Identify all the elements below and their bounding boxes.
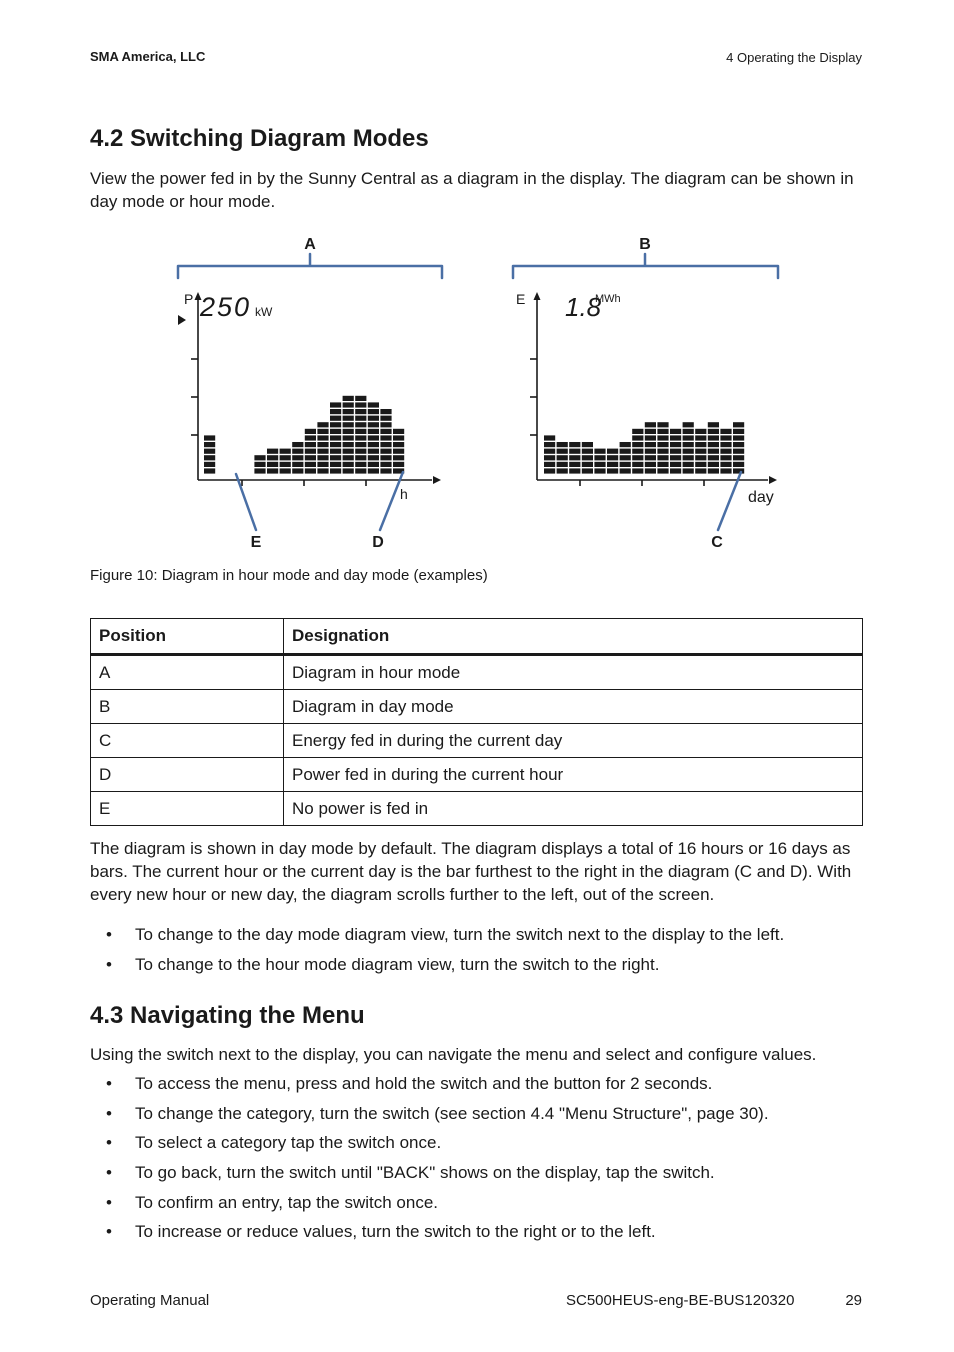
day-bar-13-segment [708,468,719,473]
hour-bar-13-segment [368,449,379,454]
day-bar-7-segment [632,435,643,440]
day-bar-3-segment [582,468,593,473]
day-bar-10-segment [670,449,681,454]
hour-bar-7-segment [292,462,303,467]
hour-bar-12-segment [355,429,366,434]
day-bar-7-segment [632,449,643,454]
day-bar-11-segment [683,429,694,434]
hour-bar-11-segment [343,442,354,447]
day-bar-9-segment [657,462,668,467]
day-bar-10-segment [670,468,681,473]
hour-bar-7-segment [292,455,303,460]
hour-bar-10-segment [330,468,341,473]
hour-bar-9-segment [317,435,328,440]
day-bar-6-segment [620,468,631,473]
hour-bar-12-segment [355,409,366,414]
table-cell: Diagram in day mode [284,690,863,724]
day-bar-10-segment [670,435,681,440]
day-bar-7-segment [632,429,643,434]
hour-bar-14-segment [380,442,391,447]
hour-bar-10-segment [330,429,341,434]
hour-bar-12-segment [355,402,366,407]
hour-bar-8-segment [305,449,316,454]
hour-bar-13-segment [368,442,379,447]
list-item: • To go back, turn the switch until "BACK" shows on the display, tap the switch. [90,1162,865,1192]
hour-bar-5-segment [267,449,278,454]
list-item: • To access the menu, press and hold the switch and the button for 2 seconds. [90,1073,865,1103]
hour-bar-12-segment [355,422,366,427]
hour-bar-15-segment [393,462,404,467]
day-bar-7-segment [632,462,643,467]
day-bar-9-segment [657,455,668,460]
table-row [91,792,863,826]
menu-bullet-list [90,1073,865,1251]
hour-bar-8-segment [305,455,316,460]
day-bar-6-segment [620,462,631,467]
hour-bar-12-segment [355,396,366,401]
hour-bar-12-segment [355,435,366,440]
table-cell: D [91,758,284,792]
day-bar-0-segment [544,449,555,454]
day-bar-0-segment [544,435,555,440]
day-bar-15-segment [733,455,744,460]
day-bar-11-segment [683,468,694,473]
day-axis-y-label: E [516,291,526,307]
hour-bar-15-segment [393,429,404,434]
hour-bar-9-segment [317,449,328,454]
table-header-designation: Designation [284,619,863,655]
footer-doc-id: SC500HEUS-eng-BE-BUS120320 [566,1292,795,1309]
table-cell: Energy fed in during the current day [284,724,863,758]
day-bar-13-segment [708,429,719,434]
list-item: • To confirm an entry, tap the switch once. [90,1192,865,1222]
day-bar-1-segment [557,449,568,454]
day-bar-11-segment [683,442,694,447]
hour-bar-5-segment [267,468,278,473]
table-cell: E [91,792,284,826]
hour-bar-12-segment [355,416,366,421]
header-company: SMA America, LLC [90,49,206,64]
day-bar-11-segment [683,455,694,460]
hour-bar-11-segment [343,449,354,454]
callout-d-label: D [372,534,384,551]
hour-bar-4-segment [254,455,265,460]
section-4-3-intro: Using the switch next to the display, you can navigate the menu and select and configure values. [90,1045,817,1064]
table-cell: No power is fed in [284,792,863,826]
day-bar-8-segment [645,455,656,460]
day-bar-8-segment [645,468,656,473]
day-bar-14-segment [720,449,731,454]
day-bar-2-segment [569,462,580,467]
hour-bars [204,396,404,474]
hour-bar-14-segment [380,462,391,467]
hour-bar-10-segment [330,422,341,427]
table-cell: Power fed in during the current hour [284,758,863,792]
hour-bar-6-segment [280,449,291,454]
hour-bar-15-segment [393,449,404,454]
day-bar-4-segment [594,462,605,467]
day-bar-14-segment [720,442,731,447]
hour-bar-8-segment [305,435,316,440]
hour-bar-0-segment [204,468,215,473]
hour-unit: kW [255,305,273,319]
day-bar-15-segment [733,468,744,473]
hour-bar-5-segment [267,462,278,467]
hour-bar-6-segment [280,468,291,473]
hour-bar-13-segment [368,402,379,407]
hour-bar-8-segment [305,442,316,447]
hour-bar-11-segment [343,416,354,421]
hour-bar-7-segment [292,442,303,447]
hour-bar-14-segment [380,455,391,460]
table-row [91,758,863,792]
hour-bar-15-segment [393,435,404,440]
hour-bar-8-segment [305,429,316,434]
hour-bar-9-segment [317,429,328,434]
list-item: • To change the category, turn the switch (see section 4.4 "Menu Structure", page 30). [90,1103,865,1133]
day-bar-9-segment [657,435,668,440]
hour-bar-9-segment [317,468,328,473]
hour-bar-14-segment [380,429,391,434]
callout-c-label: C [711,534,723,551]
day-bar-1-segment [557,455,568,460]
day-bar-2-segment [569,449,580,454]
hour-bar-9-segment [317,455,328,460]
day-bar-3-segment [582,449,593,454]
day-bar-12-segment [695,449,706,454]
day-bar-12-segment [695,462,706,467]
day-axis-x-label: day [748,489,774,506]
day-bar-13-segment [708,422,719,427]
hour-bar-14-segment [380,422,391,427]
day-bar-5-segment [607,468,618,473]
hour-bar-13-segment [368,429,379,434]
day-bars [544,422,744,473]
hour-bar-6-segment [280,462,291,467]
day-bar-6-segment [620,449,631,454]
day-bar-9-segment [657,429,668,434]
hour-bar-9-segment [317,442,328,447]
day-bar-4-segment [594,468,605,473]
hour-bar-4-segment [254,468,265,473]
diagram-figure [0,0,954,600]
day-bar-4-segment [594,449,605,454]
bracket-a [178,254,442,278]
hour-bar-10-segment [330,416,341,421]
selection-arrow-icon [178,315,186,325]
hour-bar-13-segment [368,422,379,427]
mode-bullet-list [90,924,865,983]
day-bar-15-segment [733,429,744,434]
day-bar-12-segment [695,442,706,447]
day-bar-8-segment [645,422,656,427]
day-bar-4-segment [594,455,605,460]
hour-axis-x-label: h [400,486,408,502]
day-bar-8-segment [645,462,656,467]
table-header-position: Position [91,619,284,655]
day-bar-7-segment [632,455,643,460]
callout-e-line [236,474,256,530]
day-bar-11-segment [683,422,694,427]
footer-page-number: 29 [845,1292,862,1309]
hour-bar-11-segment [343,435,354,440]
bracket-b-label: B [639,236,651,253]
hour-bar-13-segment [368,416,379,421]
day-bar-12-segment [695,435,706,440]
hour-bar-13-segment [368,455,379,460]
hour-bar-14-segment [380,435,391,440]
callout-e-label: E [250,534,262,551]
day-bar-13-segment [708,455,719,460]
day-bar-14-segment [720,429,731,434]
day-bar-0-segment [544,462,555,467]
hour-bar-11-segment [343,468,354,473]
hour-bar-11-segment [343,402,354,407]
hour-bar-13-segment [368,409,379,414]
day-bar-12-segment [695,468,706,473]
hour-bar-7-segment [292,468,303,473]
day-bar-5-segment [607,462,618,467]
table-cell: Diagram in hour mode [284,655,863,690]
hour-bar-13-segment [368,462,379,467]
day-bar-7-segment [632,442,643,447]
hour-bar-8-segment [305,468,316,473]
hour-bar-14-segment [380,409,391,414]
day-bar-11-segment [683,449,694,454]
day-bar-0-segment [544,442,555,447]
hour-bar-12-segment [355,462,366,467]
hour-bar-10-segment [330,442,341,447]
bracket-b [513,254,778,278]
day-bar-8-segment [645,442,656,447]
hour-bar-12-segment [355,455,366,460]
day-bar-9-segment [657,468,668,473]
hour-bar-14-segment [380,468,391,473]
day-bar-2-segment [569,455,580,460]
day-bar-0-segment [544,468,555,473]
day-bar-15-segment [733,435,744,440]
hour-bar-11-segment [343,396,354,401]
day-bar-13-segment [708,442,719,447]
day-bar-9-segment [657,449,668,454]
section-title-4-2: 4.2 Switching Diagram Modes [90,125,429,152]
hour-bar-9-segment [317,422,328,427]
day-bar-11-segment [683,462,694,467]
day-bar-13-segment [708,435,719,440]
hour-bar-8-segment [305,462,316,467]
hour-bar-15-segment [393,455,404,460]
figure-caption: Figure 10: Diagram in hour mode and day mode (examples) [90,567,488,584]
day-bar-8-segment [645,449,656,454]
day-bar-6-segment [620,455,631,460]
day-bar-0-segment [544,455,555,460]
day-bar-10-segment [670,429,681,434]
table-cell: A [91,655,284,690]
day-bar-14-segment [720,435,731,440]
table-row [91,690,863,724]
hour-bar-12-segment [355,449,366,454]
table-row [91,724,863,758]
hour-bar-14-segment [380,416,391,421]
position-table [90,618,863,826]
day-bar-6-segment [620,442,631,447]
hour-bar-10-segment [330,409,341,414]
list-item: • To select a category tap the switch once. [90,1132,865,1162]
hour-bar-10-segment [330,402,341,407]
hour-bar-12-segment [355,468,366,473]
day-bar-1-segment [557,442,568,447]
hour-bar-0-segment [204,435,215,440]
hour-bar-0-segment [204,449,215,454]
list-item: • To change to the day mode diagram view, turn the switch next to the display to the left. [90,924,865,954]
hour-bar-10-segment [330,435,341,440]
hour-bar-11-segment [343,409,354,414]
hour-bar-6-segment [280,455,291,460]
hour-reading: 250 [200,292,252,322]
day-bar-2-segment [569,442,580,447]
list-item: • To change to the hour mode diagram view, turn the switch to the right. [90,954,865,984]
header-chapter: 4 Operating the Display [726,50,862,65]
hour-bar-0-segment [204,442,215,447]
day-bar-8-segment [645,429,656,434]
hour-bar-14-segment [380,449,391,454]
hour-bar-12-segment [355,442,366,447]
day-bar-14-segment [720,455,731,460]
hour-bar-15-segment [393,442,404,447]
day-bar-12-segment [695,455,706,460]
hour-bar-13-segment [368,435,379,440]
hour-bar-10-segment [330,455,341,460]
day-reading: 1.8 [565,292,602,322]
day-bar-15-segment [733,442,744,447]
hour-bar-13-segment [368,468,379,473]
hour-bar-0-segment [204,455,215,460]
hour-bar-5-segment [267,455,278,460]
hour-bar-11-segment [343,462,354,467]
day-bar-14-segment [720,462,731,467]
day-bar-12-segment [695,429,706,434]
table-header-row [91,619,863,655]
day-bar-10-segment [670,455,681,460]
hour-bar-0-segment [204,462,215,467]
footer-doc-type: Operating Manual [90,1292,210,1309]
hour-bar-10-segment [330,449,341,454]
day-bar-1-segment [557,468,568,473]
day-bar-15-segment [733,462,744,467]
bracket-a-label: A [304,236,316,253]
hour-axis-y-label: P [184,291,194,307]
hour-bar-11-segment [343,455,354,460]
day-bar-5-segment [607,449,618,454]
day-bar-10-segment [670,442,681,447]
hour-bar-9-segment [317,462,328,467]
hour-bar-4-segment [254,462,265,467]
day-bar-9-segment [657,442,668,447]
day-bar-3-segment [582,442,593,447]
day-bar-7-segment [632,468,643,473]
hour-bar-11-segment [343,422,354,427]
day-bar-15-segment [733,449,744,454]
day-bar-8-segment [645,435,656,440]
day-bar-10-segment [670,462,681,467]
hour-bar-10-segment [330,462,341,467]
list-item: • To increase or reduce values, turn the switch to the right or to the left. [90,1221,865,1251]
hour-bar-11-segment [343,429,354,434]
section-title-4-3: 4.3 Navigating the Menu [90,1002,365,1029]
day-bar-11-segment [683,435,694,440]
day-bar-3-segment [582,462,593,467]
day-bar-2-segment [569,468,580,473]
table-cell: C [91,724,284,758]
day-bar-1-segment [557,462,568,467]
day-unit: MWh [595,293,621,305]
day-bar-13-segment [708,449,719,454]
table-row [91,655,863,690]
section-4-2-intro: View the power fed in by the Sunny Central as a diagram in the display. The diagram can be shown in day mode or hour mode. [90,169,854,211]
day-bar-9-segment [657,422,668,427]
table-cell: B [91,690,284,724]
hour-bar-7-segment [292,449,303,454]
day-bar-15-segment [733,422,744,427]
day-bar-14-segment [720,468,731,473]
day-bar-5-segment [607,455,618,460]
day-bar-13-segment [708,462,719,467]
default-mode-paragraph: The diagram is shown in day mode by default. The diagram displays a total of 16 hours or 16 days as bars. The current hour or the current day is the bar furthest to the right in the diagram (C and D). With every new hour or new day, the diagram scrolls further to the left, out of the screen. [90,839,852,904]
day-bar-3-segment [582,455,593,460]
